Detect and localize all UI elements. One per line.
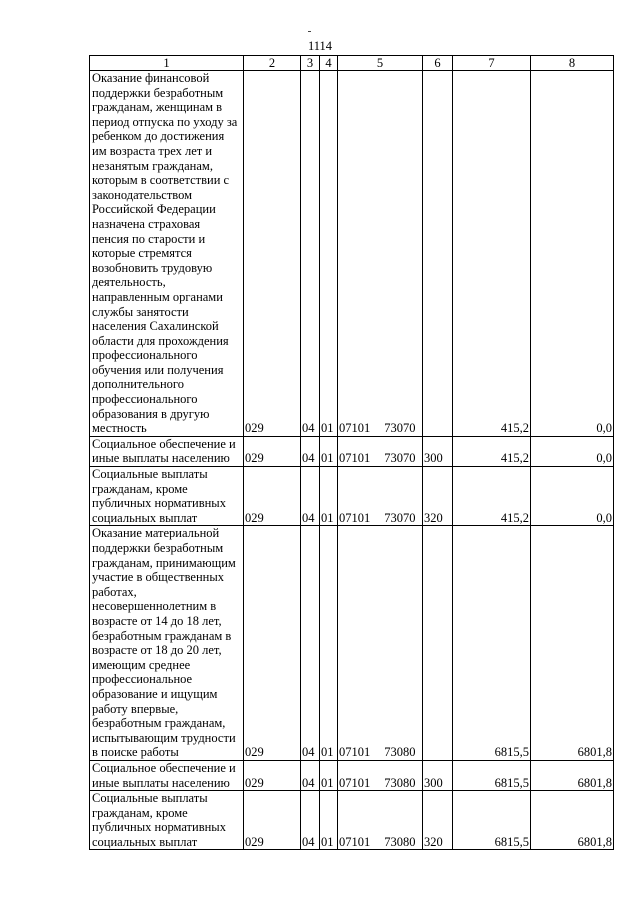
table-row	[90, 760, 614, 790]
row-name-line: местность	[92, 421, 147, 436]
row-name-line: направленным органами	[92, 289, 223, 304]
header-cell-5: 5	[338, 56, 423, 71]
row-name	[90, 791, 244, 850]
row-name	[90, 467, 244, 526]
row-name-line: образование и ищущим	[92, 686, 218, 701]
target-article-suffix: 73080	[384, 745, 416, 760]
expense-type-code: 320	[423, 467, 453, 526]
row-name-line: поддержки безработным	[92, 85, 224, 100]
subsection-code: 01	[320, 526, 338, 761]
header-cell-2: 2	[244, 56, 301, 71]
row-name-line: возрасте от 14 до 18 лет,	[92, 613, 222, 628]
row-name	[90, 760, 244, 790]
row-name-line: возобновить трудовую	[92, 260, 213, 275]
amount-year-2: 0,0	[531, 436, 614, 466]
target-article-suffix: 73070	[384, 421, 416, 436]
table-row	[90, 526, 614, 761]
row-name-line: имеющим среднее	[92, 657, 191, 672]
row-name-line: возрасте от 18 до 20 лет,	[92, 643, 222, 658]
ministry-code: 029	[244, 436, 301, 466]
row-name-line: Социальное обеспечение и	[92, 436, 236, 451]
header-row	[90, 56, 614, 71]
ministry-code: 029	[244, 760, 301, 790]
row-name-line: которые стремятся	[92, 246, 192, 261]
amount-year-2: 6801,8	[531, 526, 614, 761]
target-article-prefix: 07101	[339, 775, 371, 790]
row-name-line: иные выплаты населению	[92, 451, 230, 466]
row-name-line: им возраста трех лет и	[92, 143, 213, 158]
row-name-line: поддержки безработным	[92, 541, 224, 555]
row-name-line: обучения или получения	[92, 362, 224, 377]
target-article-code	[338, 71, 423, 437]
header-cell-6: 6	[423, 56, 453, 71]
row-name-line: профессионального	[92, 392, 198, 407]
header-cell-8: 8	[531, 56, 614, 71]
ministry-code: 029	[244, 791, 301, 850]
row-name-line: гражданам, принимающим	[92, 555, 236, 570]
row-name-line: образования в другую	[92, 406, 210, 421]
scan-speck	[308, 31, 311, 32]
table-row	[90, 791, 614, 850]
budget-table	[89, 55, 614, 850]
target-article-code	[338, 791, 423, 850]
subsection-code: 01	[320, 760, 338, 790]
header-cell-4: 4	[320, 56, 338, 71]
target-article-code	[338, 436, 423, 466]
row-name-line: Российской Федерации	[92, 202, 216, 217]
row-name-line: период отпуска по уходу за	[92, 114, 238, 129]
header-cell-1: 1	[90, 56, 244, 71]
section-code: 04	[301, 436, 320, 466]
row-name-line: законодательством	[92, 187, 193, 202]
row-name-line: иные выплаты населению	[92, 775, 230, 790]
row-name-line: Оказание финансовой	[92, 71, 210, 85]
target-article-prefix: 07101	[339, 834, 371, 849]
expense-type-code: 300	[423, 760, 453, 790]
amount-year-2: 6801,8	[531, 791, 614, 850]
expense-type-code	[423, 71, 453, 437]
table-row	[90, 71, 614, 437]
row-name	[90, 526, 244, 761]
row-name-line: безработным гражданам,	[92, 716, 226, 731]
section-code: 04	[301, 791, 320, 850]
row-name-line: незанятым гражданам,	[92, 158, 213, 173]
amount-year-2: 0,0	[531, 467, 614, 526]
row-name-line: Социальные выплаты	[92, 467, 208, 482]
target-article-suffix: 73070	[384, 510, 416, 525]
section-code: 04	[301, 467, 320, 526]
row-name-line: социальных выплат	[92, 834, 198, 849]
subsection-code: 01	[320, 791, 338, 850]
ministry-code: 029	[244, 467, 301, 526]
row-name-line: публичных нормативных	[92, 496, 226, 511]
row-name-line: населения Сахалинской	[92, 319, 219, 334]
row-name-line: ребенком до достижения	[92, 129, 225, 144]
row-name-line: службы занятости	[92, 304, 189, 319]
target-article-prefix: 07101	[339, 745, 371, 760]
ministry-code: 029	[244, 71, 301, 437]
section-code: 04	[301, 71, 320, 437]
table-row	[90, 467, 614, 526]
header-cell-3: 3	[301, 56, 320, 71]
amount-year-1: 415,2	[453, 467, 531, 526]
amount-year-2: 6801,8	[531, 760, 614, 790]
amount-year-1: 6815,5	[453, 760, 531, 790]
target-article-suffix: 73070	[384, 451, 416, 466]
row-name-line: Социальное обеспечение и	[92, 760, 236, 775]
row-name-line: испытывающим трудности	[92, 730, 236, 745]
row-name-line: несовершеннолетним в	[92, 599, 217, 614]
row-name-line: работу впервые,	[92, 701, 179, 716]
target-article-code	[338, 760, 423, 790]
page-number: 1114	[307, 39, 333, 53]
subsection-code: 01	[320, 436, 338, 466]
row-name-line: области для прохождения	[92, 333, 229, 348]
row-name-line: профессионального	[92, 348, 198, 363]
row-name-line: работах,	[92, 584, 137, 599]
row-name-line: профессиональное	[92, 672, 193, 687]
ministry-code: 029	[244, 526, 301, 761]
row-name-line: дополнительного	[92, 377, 184, 392]
subsection-code: 01	[320, 71, 338, 437]
row-name-line: гражданам, женщинам в	[92, 100, 223, 115]
target-article-prefix: 07101	[339, 421, 371, 436]
row-name-line: которым в соответствии с	[92, 173, 230, 188]
amount-year-1: 415,2	[453, 71, 531, 437]
row-name-line: Социальные выплаты	[92, 791, 208, 806]
amount-year-1: 6815,5	[453, 526, 531, 761]
row-name-line: публичных нормативных	[92, 820, 226, 835]
row-name-line: деятельность,	[92, 275, 166, 290]
row-name-line: назначена страховая	[92, 216, 201, 231]
row-name-line: гражданам, кроме	[92, 481, 188, 496]
table-row	[90, 436, 614, 466]
amount-year-1: 415,2	[453, 436, 531, 466]
expense-type-code: 320	[423, 791, 453, 850]
expense-type-code: 300	[423, 436, 453, 466]
amount-year-2: 0,0	[531, 71, 614, 437]
row-name-line: гражданам, кроме	[92, 805, 188, 820]
row-name-line: Оказание материальной	[92, 526, 220, 541]
row-name-line: социальных выплат	[92, 510, 198, 525]
amount-year-1: 6815,5	[453, 791, 531, 850]
subsection-code: 01	[320, 467, 338, 526]
row-name-line: участие в общественных	[92, 570, 224, 585]
target-article-suffix: 73080	[384, 834, 416, 849]
row-name-line: в поиске работы	[92, 745, 179, 760]
expense-type-code	[423, 526, 453, 761]
section-code: 04	[301, 760, 320, 790]
target-article-code	[338, 467, 423, 526]
section-code: 04	[301, 526, 320, 761]
row-name	[90, 71, 244, 437]
target-article-code	[338, 526, 423, 761]
row-name-line: пенсия по старости и	[92, 231, 206, 246]
target-article-prefix: 07101	[339, 451, 371, 466]
target-article-prefix: 07101	[339, 510, 371, 525]
header-cell-7: 7	[453, 56, 531, 71]
row-name	[90, 436, 244, 466]
target-article-suffix: 73080	[384, 775, 416, 790]
row-name-line: безработным гражданам в	[92, 628, 232, 643]
